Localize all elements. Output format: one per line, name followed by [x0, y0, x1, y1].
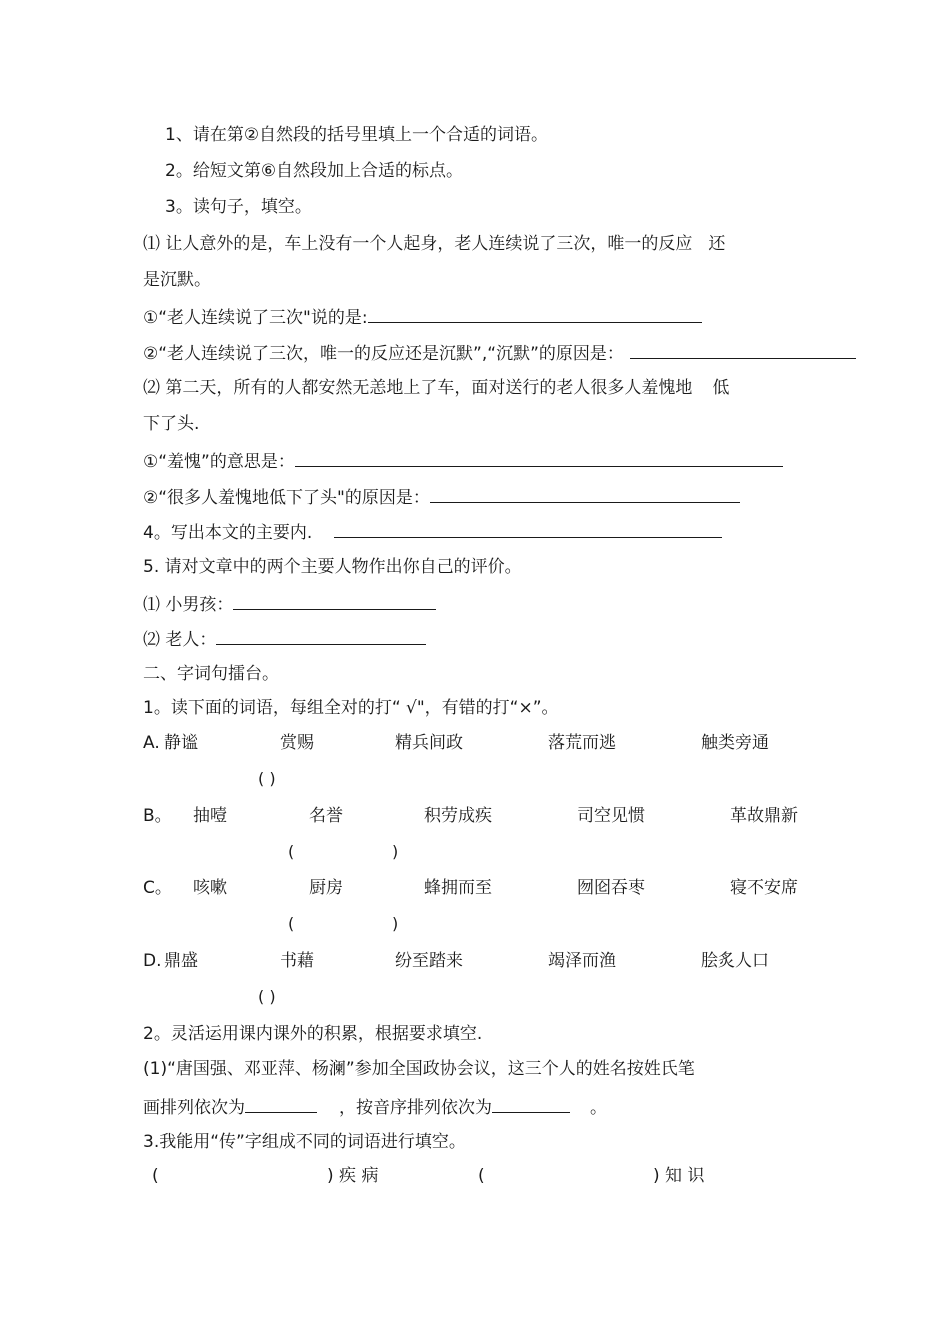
group-d-word: 竭泽而渔 — [548, 951, 616, 971]
group-d-word: 纷至踏来 — [395, 951, 463, 971]
answer-blank[interactable] — [371, 449, 783, 467]
section-2-q3: 3.我能用“传”字组成不同的词语进行填空。 — [143, 1132, 466, 1152]
sentence-2-question-2: ②“很多人羞愧地低下了头"的原因是： — [143, 485, 740, 509]
question-2: 2。给短文第⑥自然段加上合适的标点。 — [165, 161, 464, 181]
sentence-2-question-1: ①“羞愧”的意思是： — [143, 449, 783, 473]
question-5: 5. 请对文章中的两个主要人物作出你自己的评价。 — [143, 557, 522, 577]
answer-blank[interactable] — [216, 627, 426, 645]
group-b-word: 积劳成疾 — [424, 806, 492, 826]
answer-blank[interactable] — [233, 592, 436, 610]
group-b-label: B。 — [143, 806, 172, 826]
group-b-word: 名誉 — [309, 806, 343, 826]
answer-blank[interactable] — [472, 485, 740, 503]
group-c-paren-close[interactable]: ) — [392, 914, 399, 933]
sentence-1: ⑴ 让人意外的是，车上没有一个人起身，老人连续说了三次，唯一的反应 还 — [143, 234, 726, 254]
group-c-word: 寝不安席 — [730, 878, 798, 898]
answer-blank[interactable] — [245, 1095, 317, 1113]
group-a-word: 赏赐 — [280, 733, 314, 753]
section-2-q2: 2。灵活运用课内课外的积累，根据要求填空. — [143, 1024, 483, 1044]
group-d-word: 鼎盛 — [164, 951, 198, 971]
group-b-paren-close[interactable]: ) — [392, 842, 399, 861]
question-3: 3。读句子，填空。 — [165, 197, 312, 217]
answer-blank[interactable] — [334, 520, 722, 538]
question-5-boy: ⑴ 小男孩： — [143, 592, 436, 616]
question-5-oldman: ⑵ 老人： — [143, 627, 426, 651]
sentence-1-cont: 是沉默。 — [143, 270, 211, 290]
q3-close-1: ) 疾 病 — [327, 1166, 379, 1186]
group-b-paren-open[interactable]: ( — [288, 842, 295, 861]
section-2-q2-1: (1)“唐国强、邓亚萍、杨澜”参加全国政协会议，这三个人的姓名按姓氏笔 — [143, 1059, 695, 1079]
q3-paren-open-2[interactable]: ( — [478, 1166, 485, 1186]
group-c-paren-open[interactable]: ( — [288, 914, 295, 933]
group-a-label: A. — [143, 733, 160, 753]
group-a-word: 精兵间政 — [395, 733, 463, 753]
group-c-word: 蜂拥而至 — [424, 878, 492, 898]
group-a-answer[interactable]: ( ) — [258, 769, 276, 788]
answer-blank[interactable] — [630, 341, 856, 359]
group-a-word: 触类旁通 — [701, 733, 769, 753]
group-d-word: 脍炙人口 — [701, 951, 769, 971]
question-4: 4。写出本文的主要内. — [143, 520, 722, 544]
q3-close-2: ) 知 识 — [653, 1166, 705, 1186]
section-2-q2-1-cont: 画排列依次为 ，按音序排列依次为 。 — [143, 1095, 607, 1119]
group-a-word: 落荒而逃 — [548, 733, 616, 753]
answer-blank[interactable] — [368, 305, 702, 323]
answer-blank[interactable] — [430, 485, 472, 503]
group-b-word: 抽噎 — [193, 806, 227, 826]
group-c-word: 厨房 — [309, 878, 343, 898]
group-d-label: D. — [143, 951, 162, 971]
section-2-q1: 1。读下面的词语，每组全对的打“ √"，有错的打“×”。 — [143, 698, 559, 718]
group-d-answer[interactable]: ( ) — [258, 987, 276, 1006]
answer-blank[interactable] — [295, 449, 371, 467]
group-b-word: 革故鼎新 — [730, 806, 798, 826]
sentence-1-question-2: ②“老人连续说了三次，唯一的反应还是沉默”,“沉默”的原因是： — [143, 341, 856, 365]
group-c-word: 咳嗽 — [193, 878, 227, 898]
group-b-word: 司空见惯 — [577, 806, 645, 826]
group-d-word: 书藉 — [280, 951, 314, 971]
sentence-1-question-1: ①“老人连续说了三次"说的是: — [143, 305, 702, 329]
group-a-word: 静谧 — [164, 733, 198, 753]
group-c-word: 囫囵吞枣 — [577, 878, 645, 898]
sentence-2: ⑵ 第二天，所有的人都安然无恙地上了车，面对送行的老人很多人羞愧地 低 — [143, 378, 730, 398]
answer-blank[interactable] — [492, 1095, 570, 1113]
section-2-title: 二、字词句擂台。 — [143, 664, 279, 684]
question-1: 1、请在第②自然段的括号里填上一个合适的词语。 — [165, 125, 549, 145]
q3-paren-open-1[interactable]: ( — [152, 1166, 159, 1186]
group-c-label: C。 — [143, 878, 172, 898]
sentence-2-cont: 下了头. — [143, 414, 200, 434]
